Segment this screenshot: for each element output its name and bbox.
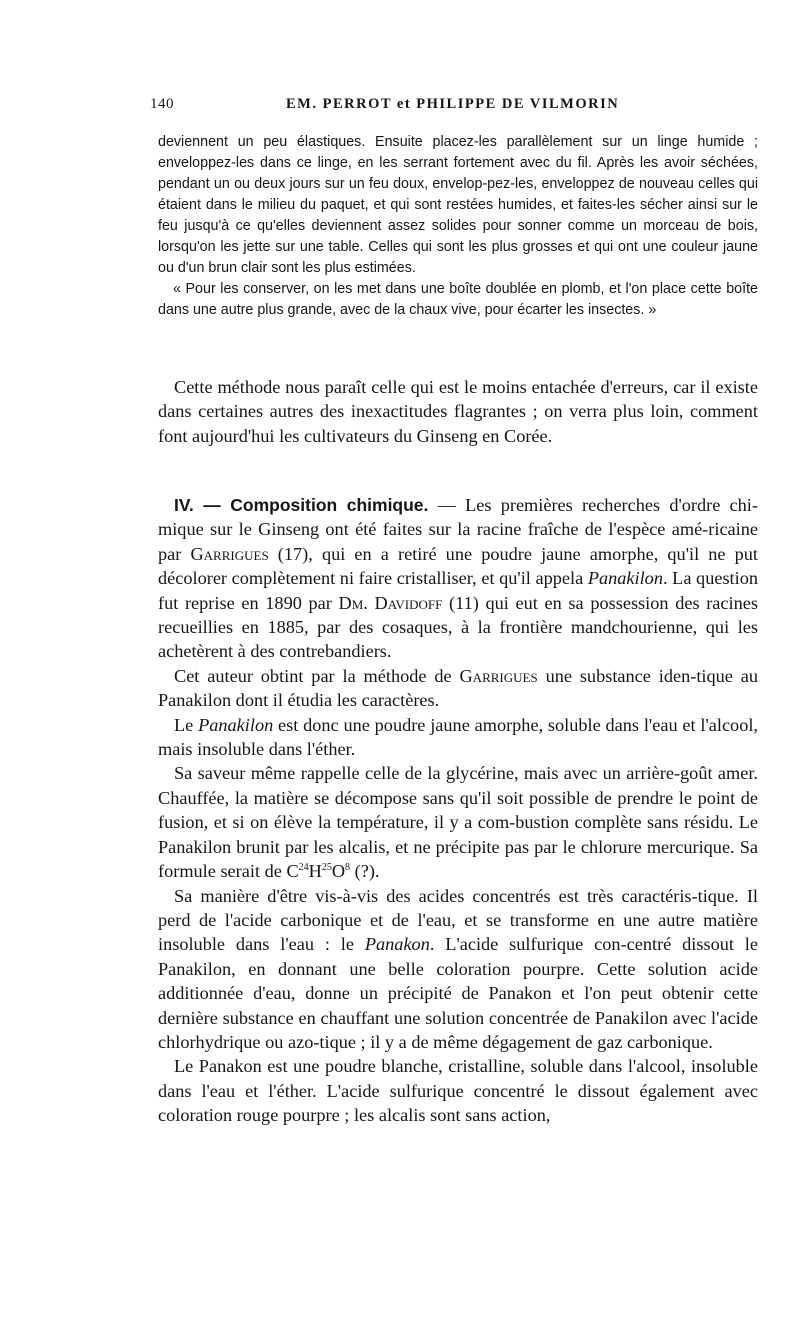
section-heading: IV. — Composition chimique. [174, 495, 429, 515]
section-paragraph-6: Le Panakon est une poudre blanche, cristalline, soluble dans l'alcool, insoluble dans l'eau et l'éther. L'acide sulfurique concentré le dissout également avec coloration rouge pourpre ; les alcalis sont sans action, [158, 1056, 758, 1126]
commentary-block [158, 375, 758, 448]
page-number: 140 [150, 96, 174, 112]
section-paragraph-1: IV. — Composition chimique. — Les premières recherches d'ordre chi-mique sur le Ginseng ont été faites sur la racine fraîche de l'espèce amé-ricaine par Garrigues (17), qui en a retiré une poudre jaune amorphe, qu'il ne put décolorer complètement ni faire cristalliser, et qu'il appela Panakilon. La question fut reprise en 1890 par Dm. Davidoff (11) qui eut en sa possession des racines recueillies en 1885, par des cosaques, à la frontière mandchourienne, qui les achetèrent à des contrebandiers. [158, 495, 758, 662]
chemical-formula: $C^{24}H^{25}O^8$ (?). [286, 861, 380, 882]
section-paragraph-3: Le Panakilon est donc une poudre jaune amorphe, soluble dans l'eau et l'alcool, mais insoluble dans l'éther. [158, 714, 758, 760]
chemical-composition-section [158, 493, 758, 1128]
substance-name: Panakilon [198, 714, 274, 735]
section-paragraph-5: Sa manière d'être vis-à-vis des acides concentrés est très caractéris-tique. Il perd de l'acide carbonique et de l'eau, et se transforme en une autre matière insoluble dans l'eau : le Panakon. L'acide sulfurique con-centré dissout le Panakilon, en donnant une belle coloration pourpre. Cette solution acide additionnée d'eau, donne un précipité de Panakon et l'on peut obtenir cette dernière substance en chauffant une solution concentrée de Panakilon avec l'acide chlorhydrique ou azo-tique ; il y a de même dégagement de gaz carbonique. [158, 885, 758, 1052]
quote-paragraph-2: « Pour les conserver, on les met dans une boîte doublée en plomb, et l'on place cette boîte dans une autre plus grande, avec de la chaux vive, pour écarter les insectes. » [158, 281, 758, 318]
author-name: Garrigues [459, 665, 538, 686]
author-name: Garrigues [190, 543, 269, 564]
method-paragraph: Cette méthode nous paraît celle qui est le moins entachée d'erreurs, car il existe dans certaines autres des inexactitudes flagrantes ; on verra plus loin, comment font aujourd'hui les cultivateurs du Ginseng en Corée. [158, 377, 758, 446]
author-name: Dm. Davidoff [338, 592, 443, 613]
section-paragraph-4: Sa saveur même rappelle celle de la glycérine, mais avec un arrière-goût amer. Chauffée, la matière se décompose sans qu'il soit possible de prendre le point de fusion, et si on élève la température, il y a com-bustion complète sans résidu. Le Panakilon brunit par les alcalis, et ne précipite pas par le chlorure mercurique. Sa formule serait de $C^{24}H^{25}O^8$ (?). [158, 763, 758, 882]
section-paragraph-2: Cet auteur obtint par la méthode de Garrigues une substance iden-tique au Panakilon dont il étudia les caractères. [158, 665, 758, 711]
quote-paragraph-1: deviennent un peu élastiques. Ensuite placez-les parallèlement sur un linge humide ; enveloppez-les dans ce linge, en les serrant fortement avec du fil. Après les avoir séchées, pendant un ou deux jours sur un feu doux, envelop-pez-les, enveloppez de nouveau celles qui étaient dans le milieu du paquet, et qui sont restées humides, et faites-les sécher ainsi sur le feu jusqu'à ce qu'elles deviennent assez solides pour sonner comme un morceau de bois, lorsqu'on les jette sur une table. Celles qui sont les plus grosses et qui ont une couleur jaune ou d'un brun clair sont les plus estimées. [158, 134, 758, 276]
substance-name: Panakilon [587, 568, 663, 589]
page-header [150, 96, 760, 116]
substance-name: Panakon [364, 934, 430, 955]
quoted-passage [158, 132, 758, 321]
running-head: EM. PERROT et PHILIPPE DE VILMORIN [286, 96, 620, 112]
